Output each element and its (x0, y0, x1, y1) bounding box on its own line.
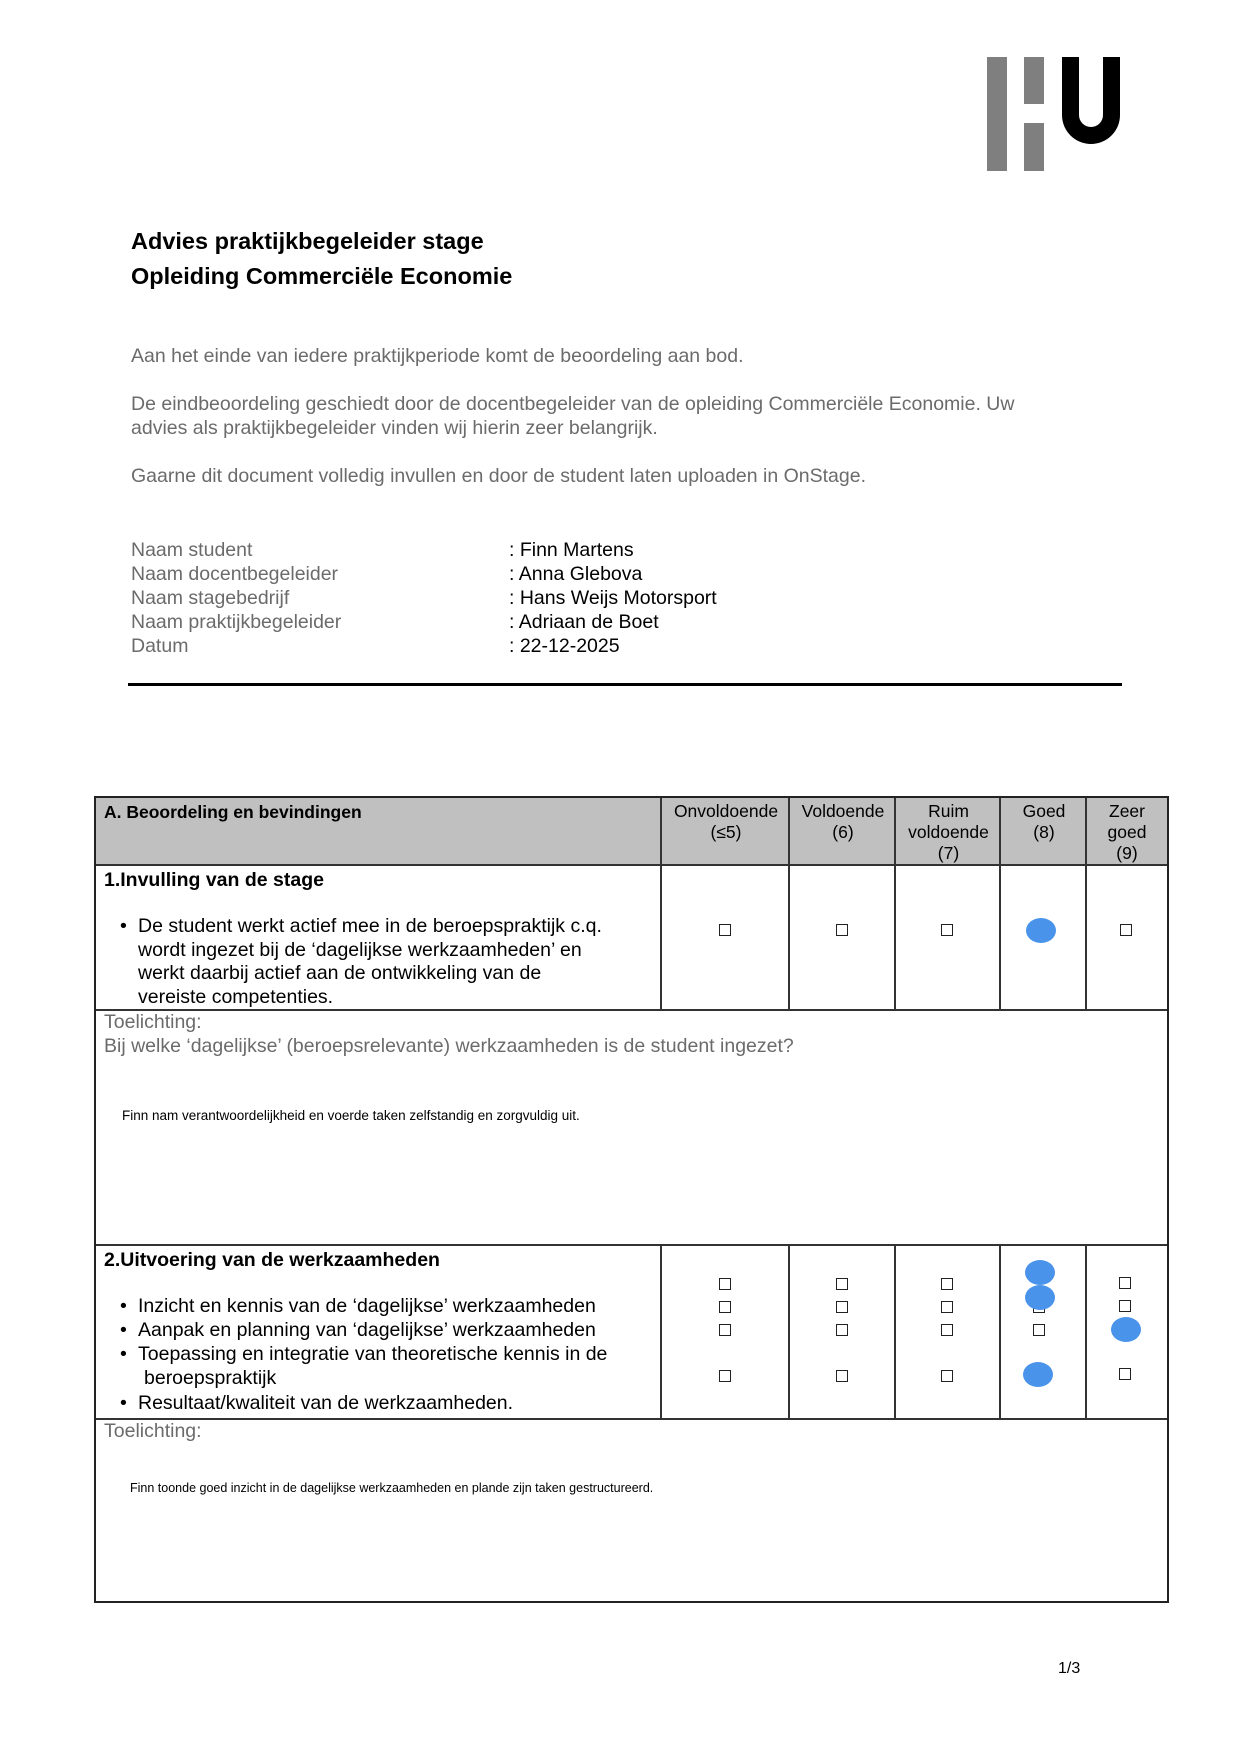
column-divider (894, 1244, 896, 1420)
column-divider (999, 798, 1001, 1011)
section-2-comment[interactable]: Finn toonde goed inzicht in de dagelijkse werkzaamheden en plande zijn taken gestructureerd. (130, 1481, 654, 1495)
column-divider (788, 798, 790, 1011)
checkbox-s2-r3-goed[interactable] (1033, 1324, 1045, 1336)
checkbox-s1-voldoende[interactable] (836, 924, 848, 936)
checkbox-s1-ruim-voldoende[interactable] (941, 924, 953, 936)
divider (128, 683, 1122, 686)
checkbox-s2-r1-onvoldoende[interactable] (719, 1278, 731, 1290)
checkbox-s2-r2-zeer-goed[interactable] (1119, 1300, 1131, 1312)
column-divider (894, 798, 896, 1011)
selected-mark-s1-goed[interactable] (1026, 918, 1056, 943)
info-label: Datum (131, 635, 189, 657)
document-title: Advies praktijkbegeleider stage (131, 228, 484, 254)
checkbox-s2-r4-ruim-voldoende[interactable] (941, 1370, 953, 1382)
checkbox-s2-r3-voldoende[interactable] (836, 1324, 848, 1336)
section-2-criterion: • Aanpak en planning van ‘dagelijkse’ werkzaamheden (120, 1319, 596, 1341)
logo-u-icon (1062, 57, 1120, 144)
checkbox-s2-r1-zeer-goed[interactable] (1119, 1277, 1131, 1289)
section-2-criterion: • Resultaat/kwaliteit van de werkzaamheden. (120, 1392, 514, 1414)
checkbox-s2-r3-onvoldoende[interactable] (719, 1324, 731, 1336)
info-label: Naam stagebedrijf (131, 587, 290, 609)
column-divider (999, 1244, 1001, 1420)
column-header-goed: Goed (8) (1022, 801, 1066, 842)
logo-bar-icon (1024, 123, 1044, 171)
column-header-voldoende: Voldoende (6) (801, 801, 885, 842)
section-1-toelichting-question: Bij welke ‘dagelijkse’ (beroepsrelevante) werkzaamheden is de student ingezet? (104, 1035, 794, 1057)
intro-paragraph-1: Aan het einde van iedere praktijkperiode komt de beoordeling aan bod. (131, 345, 744, 367)
checkbox-s2-r4-zeer-goed[interactable] (1119, 1368, 1131, 1380)
bullet-icon: • (120, 1295, 127, 1317)
assessment-table (94, 796, 1169, 1603)
checkbox-s2-r3-ruim-voldoende[interactable] (941, 1324, 953, 1336)
column-header-onvoldoende: Onvoldoende (≤5) (673, 801, 779, 842)
selected-mark-s2-r1-goed[interactable] (1025, 1260, 1055, 1285)
checkbox-s1-zeer-goed[interactable] (1120, 924, 1132, 936)
intro-paragraph-2-line-2: advies als praktijkbegeleider vinden wij hierin zeer belangrijk. (131, 417, 658, 439)
logo-bar-icon (987, 57, 1007, 171)
section-2-title: 2.Uitvoering van de werkzaamheden (104, 1249, 440, 1271)
bullet-icon: • (120, 1319, 127, 1341)
bullet-icon: • (120, 915, 127, 937)
checkbox-s2-r4-voldoende[interactable] (836, 1370, 848, 1382)
logo-bar-icon (1024, 57, 1044, 104)
info-label: Naam student (131, 539, 253, 561)
column-divider (660, 798, 662, 1011)
section-2-criterion: • Toepassing en integratie van theoretische kennis in de beroepspraktijk (120, 1343, 608, 1389)
checkbox-s2-r4-onvoldoende[interactable] (719, 1370, 731, 1382)
checkbox-s2-r2-onvoldoende[interactable] (719, 1301, 731, 1313)
selected-mark-s2-r2-goed[interactable] (1025, 1285, 1055, 1310)
section-1-comment[interactable]: Finn nam verantwoordelijkheid en voerde taken zelfstandig en zorgvuldig uit. (122, 1108, 580, 1123)
column-divider (660, 1244, 662, 1420)
hu-logo (987, 57, 1121, 171)
column-header-ruim-voldoende: Ruim voldoende (7) (908, 801, 989, 863)
praktijkbegeleider-field[interactable]: : Adriaan de Boet (509, 611, 659, 633)
column-divider (1085, 798, 1087, 1011)
bullet-icon: • (120, 1392, 127, 1414)
checkbox-s2-r2-voldoende[interactable] (836, 1301, 848, 1313)
row-divider (96, 1418, 1167, 1420)
checkbox-s2-r2-ruim-voldoende[interactable] (941, 1301, 953, 1313)
column-divider (788, 1244, 790, 1420)
selected-mark-s2-r3-zeer-goed[interactable] (1111, 1317, 1141, 1342)
selected-mark-s2-r4-goed[interactable] (1023, 1362, 1053, 1387)
table-header-section: A. Beoordeling en bevindingen (104, 802, 362, 822)
checkbox-s1-onvoldoende[interactable] (719, 924, 731, 936)
row-divider (96, 1009, 1167, 1011)
row-divider (96, 1244, 1167, 1246)
info-label: Naam docentbegeleider (131, 563, 339, 585)
section-2-criterion: • Inzicht en kennis van de ‘dagelijkse’ werkzaamheden (120, 1295, 596, 1317)
page-number: 1/3 (1058, 1660, 1081, 1677)
document-subtitle: Opleiding Commerciële Economie (131, 263, 513, 289)
bullet-icon: • (120, 1343, 127, 1365)
intro-paragraph-3: Gaarne dit document volledig invullen en door de student laten uploaden in OnStage. (131, 465, 867, 487)
column-header-zeer-goed: Zeer goed (9) (1107, 801, 1147, 863)
section-1-toelichting-label: Toelichting: (104, 1011, 202, 1033)
section-2-toelichting-label: Toelichting: (104, 1420, 202, 1442)
docentbegeleider-field[interactable]: : Anna Glebova (509, 563, 643, 585)
student-name-field[interactable]: : Finn Martens (509, 539, 634, 561)
info-label: Naam praktijkbegeleider (131, 611, 342, 633)
section-1-criterion: • De student werkt actief mee in de beroepspraktijk c.q. wordt ingezet bij de ‘dagelijkse werkzaamheden’ en werkt daarbij actief aan de ontwikkeling van de vereiste competenties. (120, 915, 602, 1008)
column-divider (1085, 1244, 1087, 1420)
row-divider (96, 864, 1167, 866)
section-1-title: 1.Invulling van de stage (104, 869, 324, 891)
stagebedrijf-field[interactable]: : Hans Weijs Motorsport (509, 587, 717, 609)
checkbox-s2-r1-ruim-voldoende[interactable] (941, 1278, 953, 1290)
checkbox-s2-r1-voldoende[interactable] (836, 1278, 848, 1290)
date-field[interactable]: : 22-12-2025 (509, 635, 620, 657)
intro-paragraph-2-line-1: De eindbeoordeling geschiedt door de docentbegeleider van de opleiding Commerciële Economie. Uw (131, 393, 1015, 415)
